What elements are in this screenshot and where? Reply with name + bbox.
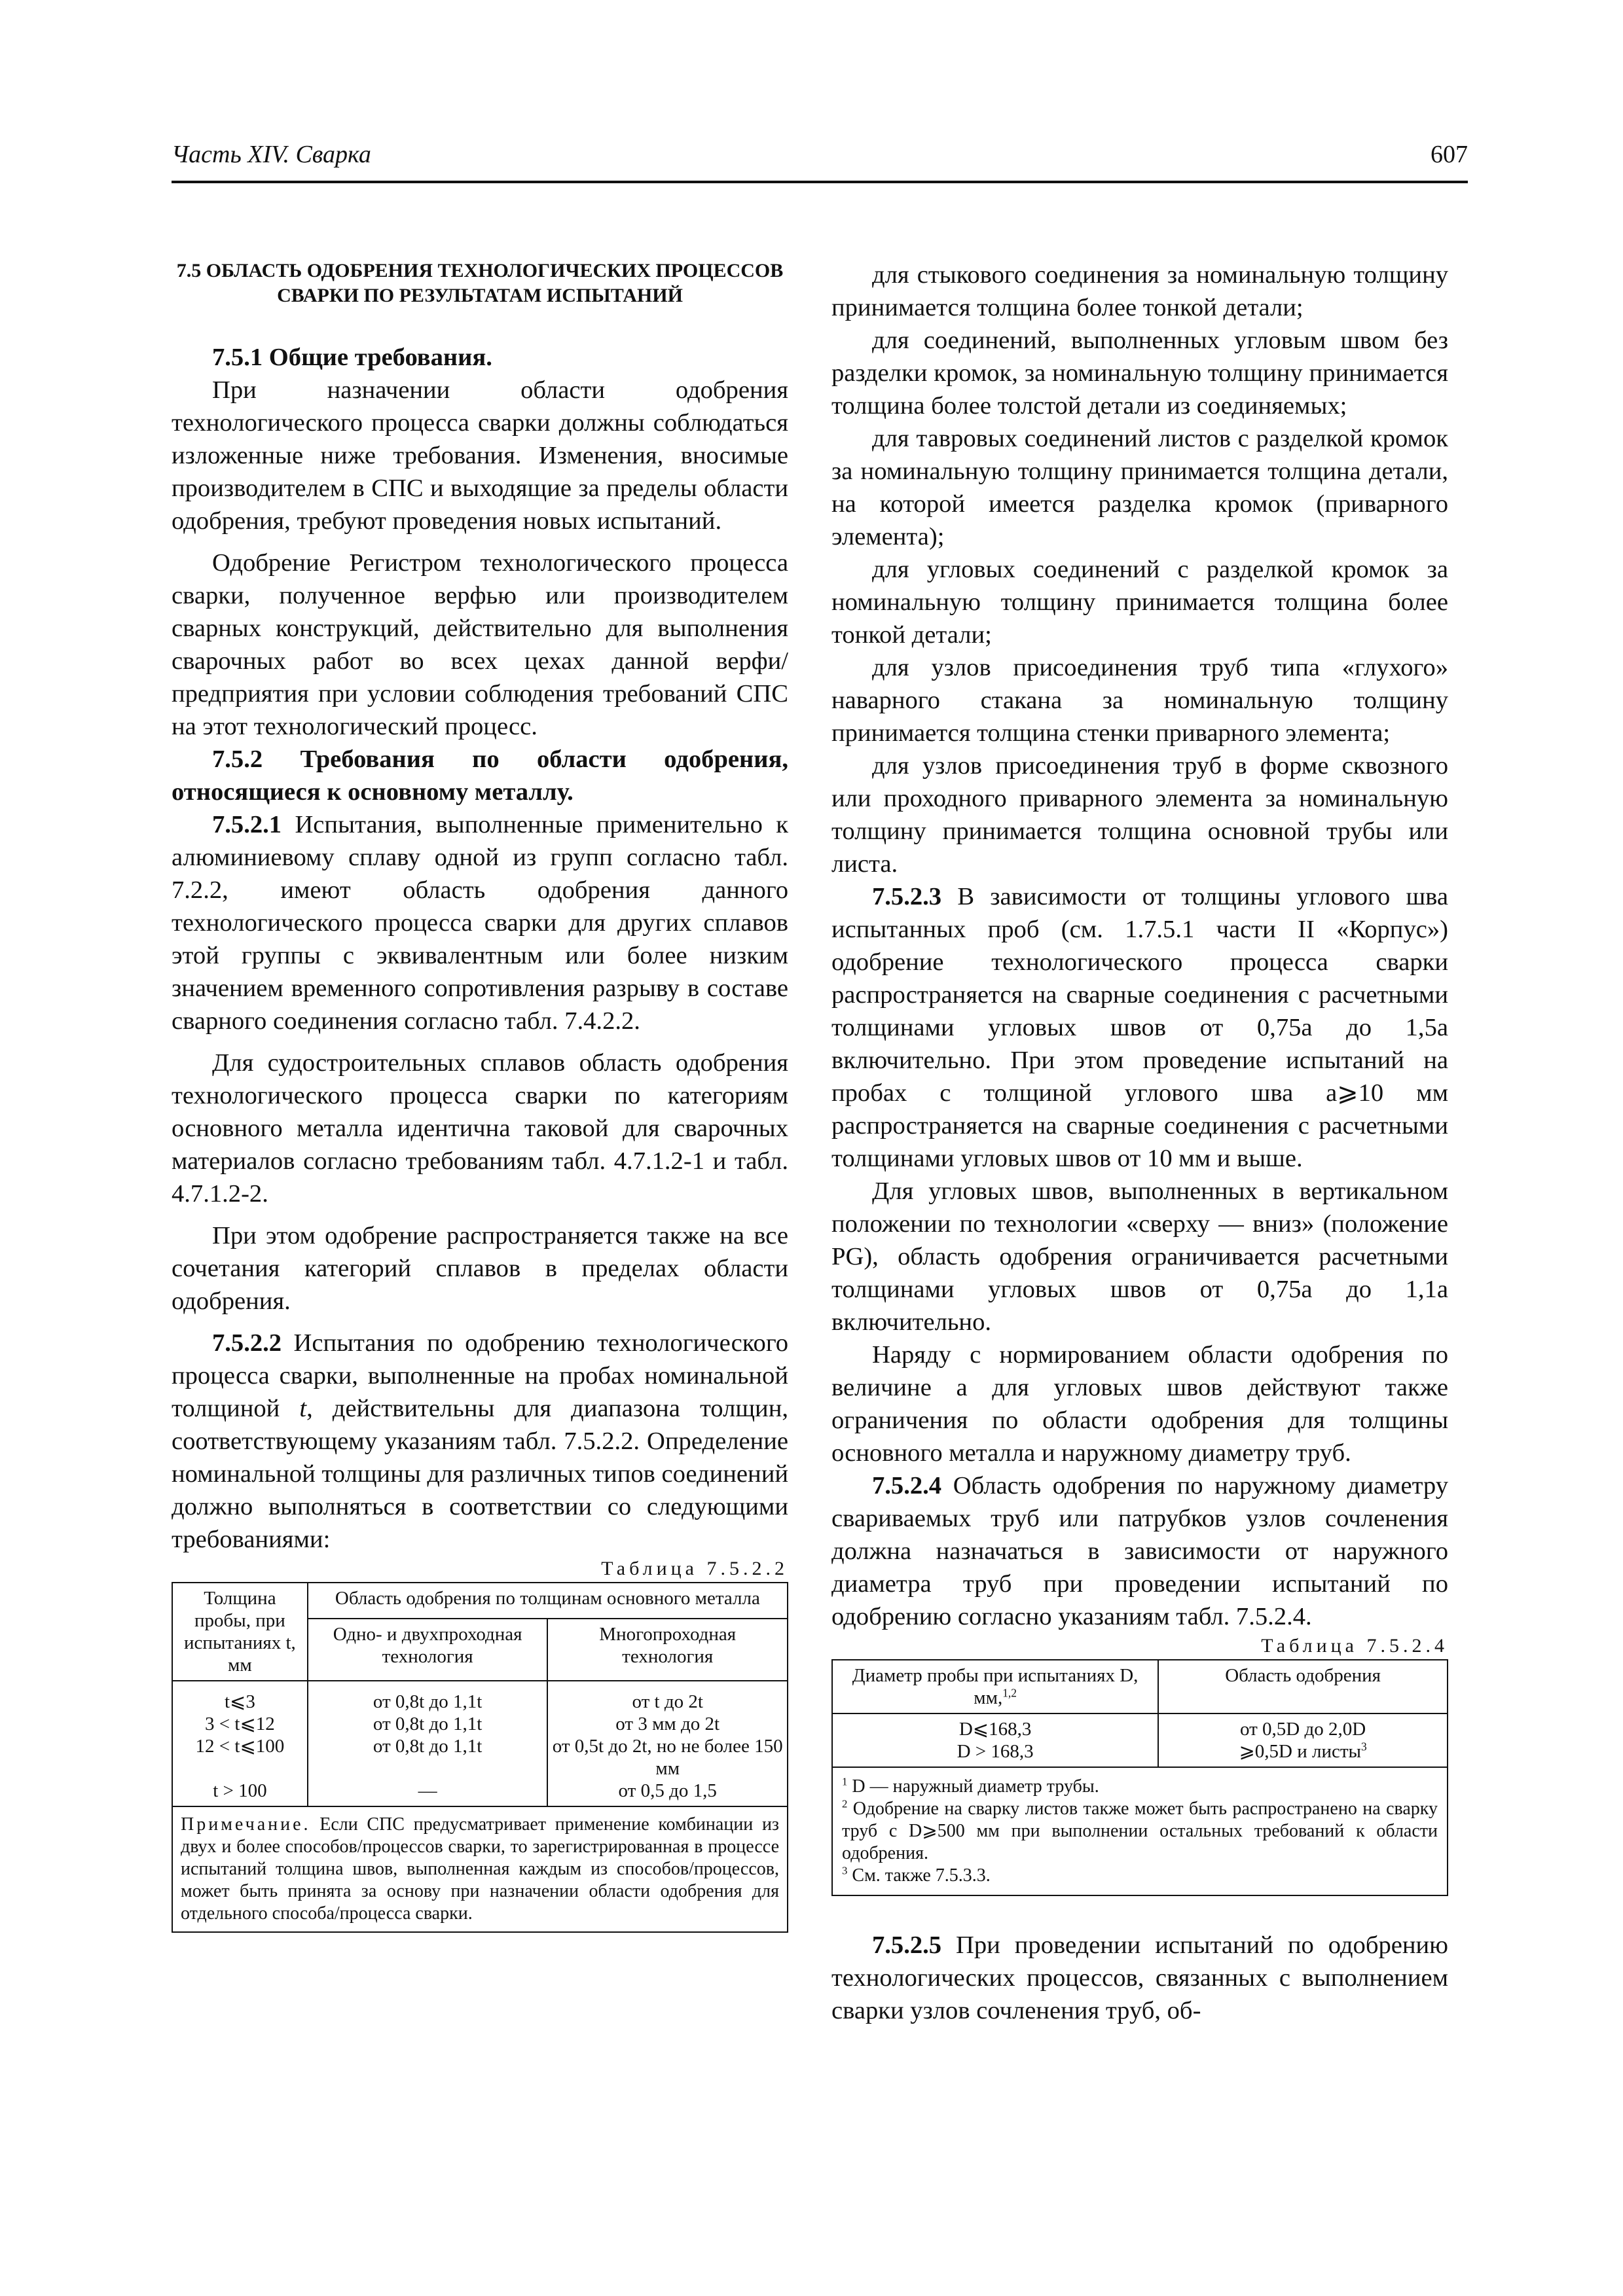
table-caption: Таблица 7.5.2.4 [1261, 1635, 1448, 1657]
page-number: 607 [1431, 141, 1468, 168]
table-row-value: от 0,8t до 1,1t [373, 1736, 483, 1757]
table-row-value [1163, 1740, 1443, 1763]
table-7-5-2-4 [831, 1659, 1448, 1896]
footnote-number: 3 [842, 1864, 848, 1877]
footnote-text: D — наружный диаметр трубы. [847, 1776, 1099, 1797]
table-row-value: — [418, 1780, 437, 1801]
footnote [842, 1776, 1438, 1798]
table-cell [172, 1681, 308, 1806]
table-cell [547, 1681, 788, 1806]
heading-7-5-1: 7.5.1 Общие требования. [212, 344, 492, 371]
paragraph: для угловых соединений с разделкой кромок за номинальную толщину принимается толщина более тонкой детали; [831, 556, 1448, 649]
section-title: 7.5 ОБЛАСТЬ ОДОБРЕНИЯ ТЕХНОЛОГИЧЕСКИХ ПРОЦЕССОВ СВАРКИ ПО РЕЗУЛЬТАТАМ ИСПЫТАНИЙ [176, 260, 784, 306]
table-row-value: t⩽3 [224, 1691, 255, 1712]
footnote-number: 2 [842, 1797, 848, 1810]
paragraph-7-5-2-5 [831, 1929, 1448, 2027]
clause-text: Испытания по одобрению технологического процесса сварки, выполненные на пробах номинальной толщиной [172, 1329, 788, 1422]
note-text: Если СПС предусматривает применение комбинации из двух и более способов/процессов сварки, то зарегистрированная в процессе испытаний толщина швов, выполненная каждым из способов/процессов, может быть принята за основу при назначении области одобрения для отдельного способа/процесса сварки. [181, 1814, 779, 1924]
row-text: ⩾0,5D и листы [1239, 1741, 1362, 1762]
table-header-cell: Область одобрения [1158, 1660, 1448, 1713]
clause-text: Испытания, выполненные применительно к алюминиевому сплаву одной из групп согласно табл. 7.2.2, имеют область одобрения данного технологического процесса сварки для других сплавов этой группы с эквивалентным или более низким значением временного сопротивления разрыву в составе сварного соединения согласно табл. 7.4.2.2. [172, 811, 788, 1035]
left-column [172, 259, 788, 1933]
table-header-cell: Одно- и двухпроходная технология [308, 1619, 548, 1681]
paragraph: Наряду с нормированием области одобрения по величине a для угловых швов действуют также ограничения по области одобрения для толщины основного металла и наружному диаметру труб. [831, 1341, 1448, 1467]
paragraph: для стыкового соединения за номинальную толщину принимается толщина более тонкой детали; [831, 261, 1448, 321]
footnote-ref: 3 [1361, 1740, 1367, 1753]
table-row-value: 3 < t⩽12 [205, 1713, 275, 1734]
note-label: Примечание. [181, 1814, 311, 1835]
clause-text: Область одобрения по наружному диаметру свариваемых труб или патрубков узлов сочленения должна назначаться в зависимости от наружного диаметра труб при проведении испытаний по одобрению согласно указаниям табл. 7.5.2.4. [831, 1472, 1448, 1630]
clause-text: , действительны для диапазона толщин, соответствующему указаниям табл. 7.5.2.2. Определение номинальной толщины для различных типов соединений должно выполняться в соответствии со следующими требованиями: [172, 1395, 788, 1553]
paragraph: При назначении области одобрения технологического процесса сварки должны соблюдаться изложенные ниже требования. Изменения, вносимые производителем в СПС и выходящие за пределы области одобрения, требуют проведения новых испытаний. [172, 376, 788, 535]
footnote [842, 1865, 1438, 1887]
footnote-ref: 1,2 [1002, 1686, 1017, 1700]
footnote-text: Одобрение на сварку листов также может быть распространено на сварку труб с D⩾500 мм при выполнении остальных требований к области одобрения. [842, 1799, 1438, 1863]
clause-number: 7.5.2.1 [212, 811, 282, 838]
clause-text: При проведении испытаний по одобрению технологических процессов, связанных с выполнением сварки узлов сочленения труб, об- [831, 1931, 1448, 2024]
clause-variable: t [299, 1395, 307, 1422]
paragraph-7-5-2-3 [831, 880, 1448, 1175]
table-header-cell: Толщина пробы, при испытаниях t, мм [172, 1583, 308, 1681]
table-row-value: от 0,8t до 1,1t [373, 1691, 483, 1712]
table-header-cell: Многопроходная технология [547, 1619, 788, 1681]
paragraph: Для судостроительных сплавов область одобрения технологического процесса сварки по категориям основного металла идентична таковой для сварочных материалов согласно требованиям табл. 4.7.1.2-1 и табл. 4.7.1.2-2. [172, 1049, 788, 1208]
table-row-value: t > 100 [213, 1780, 267, 1801]
table-footnotes [832, 1767, 1448, 1895]
clause-number: 7.5.2.3 [872, 883, 942, 910]
table-cell [308, 1681, 548, 1806]
heading-7-5-2: 7.5.2 Требования по области одобрения, относящиеся к основному металлу. [172, 745, 788, 806]
table-7-5-2-2 [172, 1582, 788, 1933]
table-row-value: D⩽168,3 [958, 1719, 1032, 1740]
table-header-cell: Область одобрения по толщинам основного металла [308, 1583, 788, 1619]
clause-number: 7.5.2.5 [872, 1931, 942, 1959]
table-row-value: от 0,8t до 1,1t [373, 1713, 483, 1734]
paragraph: Одобрение Регистром технологического процесса сварки, полученное верфью или производителем сварных конструкций, действительно для выполнения сварочных работ во всех цехах данной верфи/предприятия при условии соблюдения требований СПС на этот технологический процесс. [172, 549, 788, 740]
running-title: Часть XIV. Сварка [172, 141, 371, 168]
paragraph-7-5-2-4 [831, 1469, 1448, 1633]
table-row-value: D > 168,3 [957, 1741, 1034, 1762]
table-note [172, 1806, 788, 1932]
table-row-value: от t до 2t [632, 1691, 703, 1712]
table-header-cell [832, 1660, 1158, 1713]
footnote [842, 1798, 1438, 1865]
paragraph: Для угловых швов, выполненных в вертикальном положении по технологии «сверху — вниз» (положение PG), область одобрения ограничивается расчетными толщинами угловых швов от 0,75a до 1,1a включительно. [831, 1177, 1448, 1336]
clause-number: 7.5.2.2 [212, 1329, 282, 1357]
paragraph: для тавровых соединений листов с разделкой кромок за номинальную толщину принимается толщина детали, на которой имеется разделка кромок (приварного элемента); [831, 425, 1448, 550]
table-cell [1158, 1713, 1448, 1767]
table-row-value: от 3 мм до 2t [615, 1713, 720, 1734]
paragraph-7-5-2-1 [172, 808, 788, 1037]
clause-text: В зависимости от толщины углового шва испытанных проб (см. 1.7.5.1 части II «Корпус») одобрение технологического процесса сварки распространяется на сварные соединения с расчетными толщинами угловых швов от 0,75a до 1,5a включительно. При этом проведение испытаний на пробах с толщиной углового шва a⩾10 мм распространяется на сварные соединения с расчетными толщинами угловых швов от 10 мм и выше. [831, 883, 1448, 1172]
paragraph-7-5-2-2 [172, 1327, 788, 1556]
table-row-value: от 0,5t до 2t, но не более 150 мм [552, 1736, 783, 1779]
paragraph: При этом одобрение распространяется также на все сочетания категорий сплавов в пределах области одобрения. [172, 1222, 788, 1315]
footnote-text: См. также 7.5.3.3. [847, 1865, 991, 1886]
clause-number: 7.5.2.4 [872, 1472, 942, 1499]
footnote-number: 1 [842, 1775, 848, 1788]
paragraph: для узлов присоединения труб типа «глухого» наварного стакана за номинальную толщину принимается толщина стенки приварного элемента; [831, 654, 1448, 747]
paragraph: для соединений, выполненных угловым швом без разделки кромок, за номинальную толщину принимается толщина более толстой детали из соединяемых; [831, 327, 1448, 420]
table-row-value: 12 < t⩽100 [195, 1736, 285, 1757]
table-row-value: от 0,5 до 1,5 [618, 1780, 717, 1801]
table-row-value: от 0,5D до 2,0D [1240, 1719, 1366, 1740]
table-cell [832, 1713, 1158, 1767]
paragraph: для узлов присоединения труб в форме сквозного или проходного приварного элемента за номинальную толщину принимается толщина основной трубы или листа. [831, 752, 1448, 878]
header-text: Диаметр пробы при испытаниях D, мм, [852, 1665, 1139, 1708]
right-column [831, 259, 1448, 2027]
table-caption: Таблица 7.5.2.2 [601, 1558, 788, 1579]
page-header [172, 140, 1468, 183]
